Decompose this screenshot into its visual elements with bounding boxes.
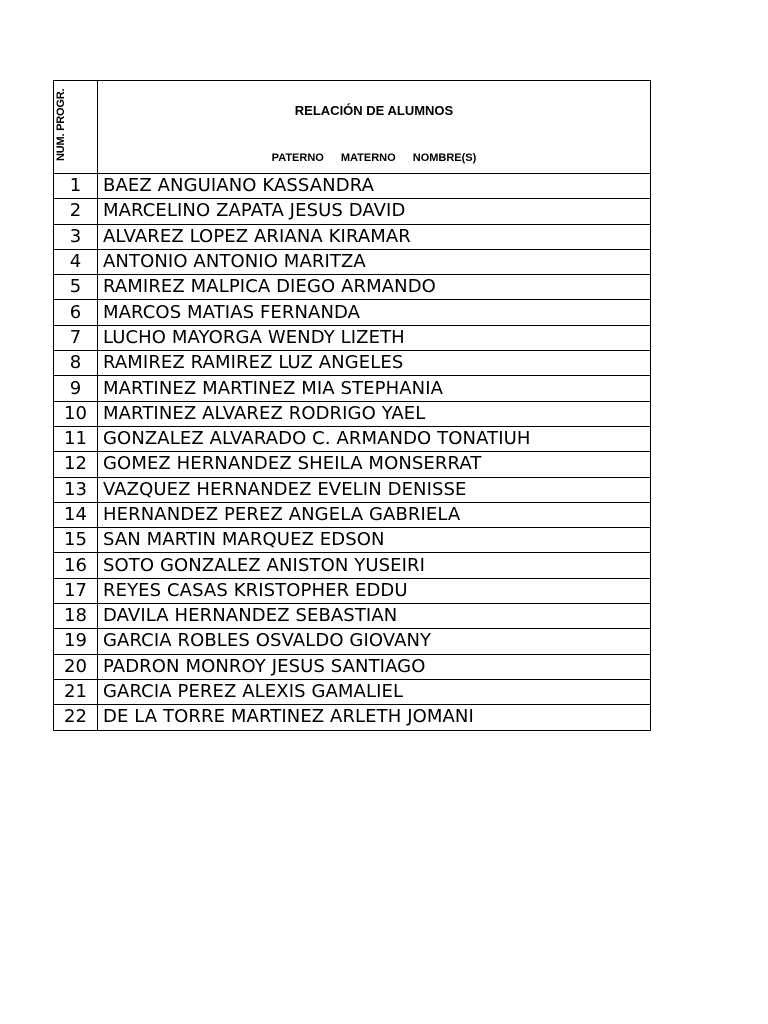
student-number: 11 (54, 426, 98, 451)
student-name: REYES CASAS KRISTOPHER EDDU (98, 578, 651, 603)
student-name: SAN MARTIN MARQUEZ EDSON (98, 528, 651, 553)
student-name: MARTINEZ MARTINEZ MIA STEPHANIA (98, 376, 651, 401)
student-number: 17 (54, 578, 98, 603)
student-name: RAMIREZ MALPICA DIEGO ARMANDO (98, 275, 651, 300)
student-name: GARCIA ROBLES OSVALDO GIOVANY (98, 629, 651, 654)
student-number: 4 (54, 249, 98, 274)
student-number: 7 (54, 325, 98, 350)
table-row (54, 629, 651, 654)
table-row (54, 351, 651, 376)
roster-body (54, 174, 651, 731)
student-roster-table (53, 80, 651, 731)
student-number: 21 (54, 679, 98, 704)
table-row (54, 249, 651, 274)
student-number: 2 (54, 199, 98, 224)
student-name: ALVAREZ LOPEZ ARIANA KIRAMAR (98, 224, 651, 249)
table-row (54, 401, 651, 426)
table-row (54, 528, 651, 553)
subheader-paterno: PATERNO (271, 152, 324, 164)
student-number: 16 (54, 553, 98, 578)
subheader-nombres: NOMBRE(S) (412, 152, 477, 164)
student-name: DE LA TORRE MARTINEZ ARLETH JOMANI (98, 705, 651, 730)
table-row (54, 679, 651, 704)
name-subheader (98, 152, 650, 164)
student-number: 12 (54, 452, 98, 477)
table-row (54, 705, 651, 730)
student-name: GARCIA PEREZ ALEXIS GAMALIEL (98, 679, 651, 704)
table-row (54, 376, 651, 401)
table-row (54, 300, 651, 325)
student-name: MARCOS MATIAS FERNANDA (98, 300, 651, 325)
table-header-row (54, 81, 651, 174)
num-progr-label: NUM. PROGR. (55, 88, 67, 161)
table-row (54, 199, 651, 224)
num-column-header (54, 81, 98, 174)
table-row (54, 174, 651, 199)
student-number: 15 (54, 528, 98, 553)
table-row (54, 502, 651, 527)
student-name: BAEZ ANGUIANO KASSANDRA (98, 174, 651, 199)
student-name: MARTINEZ ALVAREZ RODRIGO YAEL (98, 401, 651, 426)
student-name: MARCELINO ZAPATA JESUS DAVID (98, 199, 651, 224)
student-name: GONZALEZ ALVARADO C. ARMANDO TONATIUH (98, 426, 651, 451)
student-name: VAZQUEZ HERNANDEZ EVELIN DENISSE (98, 477, 651, 502)
table-row (54, 452, 651, 477)
table-row (54, 477, 651, 502)
table-row (54, 654, 651, 679)
student-number: 3 (54, 224, 98, 249)
student-number: 19 (54, 629, 98, 654)
student-number: 18 (54, 604, 98, 629)
student-number: 22 (54, 705, 98, 730)
subheader-materno: MATERNO (340, 152, 396, 164)
student-number: 20 (54, 654, 98, 679)
student-number: 13 (54, 477, 98, 502)
table-row (54, 604, 651, 629)
table-title: RELACIÓN DE ALUMNOS (294, 103, 454, 118)
student-number: 10 (54, 401, 98, 426)
student-number: 9 (54, 376, 98, 401)
table-row (54, 426, 651, 451)
student-number: 5 (54, 275, 98, 300)
name-column-header (98, 81, 651, 174)
table-row (54, 553, 651, 578)
table-row (54, 224, 651, 249)
table-row (54, 325, 651, 350)
student-number: 1 (54, 174, 98, 199)
student-name: GOMEZ HERNANDEZ SHEILA MONSERRAT (98, 452, 651, 477)
student-name: PADRON MONROY JESUS SANTIAGO (98, 654, 651, 679)
student-number: 6 (54, 300, 98, 325)
student-name: ANTONIO ANTONIO MARITZA (98, 249, 651, 274)
student-name: DAVILA HERNANDEZ SEBASTIAN (98, 604, 651, 629)
table-row (54, 275, 651, 300)
student-number: 8 (54, 351, 98, 376)
table-row (54, 578, 651, 603)
student-name: SOTO GONZALEZ ANISTON YUSEIRI (98, 553, 651, 578)
student-name: RAMIREZ RAMIREZ LUZ ANGELES (98, 351, 651, 376)
student-name: LUCHO MAYORGA WENDY LIZETH (98, 325, 651, 350)
student-name: HERNANDEZ PEREZ ANGELA GABRIELA (98, 502, 651, 527)
student-number: 14 (54, 502, 98, 527)
